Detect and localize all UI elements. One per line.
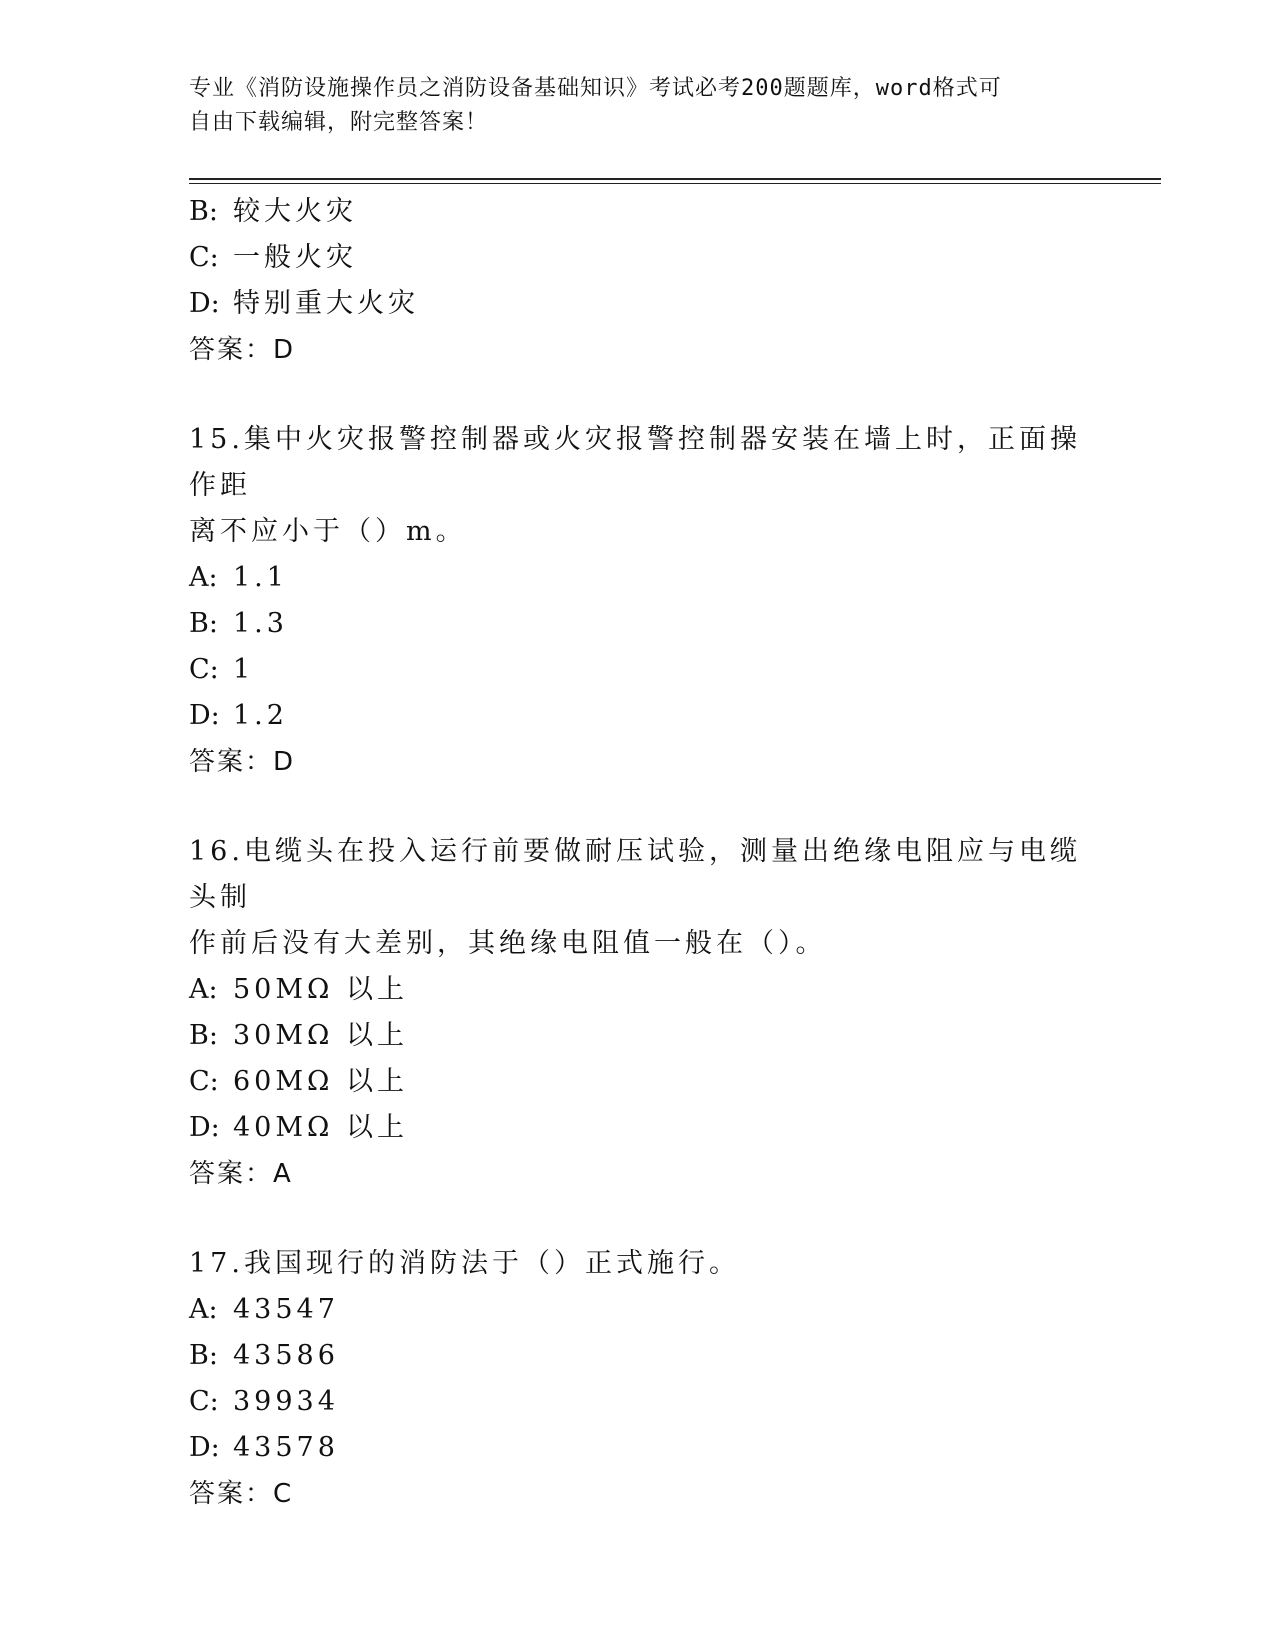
option-b xyxy=(189,601,1089,647)
option-label: D: xyxy=(189,288,220,319)
option-d xyxy=(189,1105,1089,1151)
option-text: 1 xyxy=(233,654,255,685)
option-text: 43586 xyxy=(233,1340,339,1371)
option-b xyxy=(189,1013,1089,1059)
option-d xyxy=(189,281,1089,327)
option-label: B: xyxy=(189,1020,218,1051)
question-block-15 xyxy=(189,417,1089,785)
document-header xyxy=(189,72,1089,140)
answer-line: 答案：D xyxy=(189,335,296,365)
question-text-line-1: 17.我国现行的消防法于（）正式施行。 xyxy=(189,1248,740,1279)
option-d xyxy=(189,693,1089,739)
header-line-2: 自由下载编辑，附完整答案！ xyxy=(189,110,489,135)
spacer xyxy=(189,785,1089,829)
option-text: 60MΩ 以上 xyxy=(233,1066,408,1097)
header-divider xyxy=(189,178,1161,180)
option-a xyxy=(189,555,1089,601)
option-label: D: xyxy=(189,1112,220,1143)
option-text: 50MΩ 以上 xyxy=(233,974,408,1005)
option-c xyxy=(189,1059,1089,1105)
question-text-line-1: 16.电缆头在投入运行前要做耐压试验，测量出绝缘电阻应与电缆头制 xyxy=(189,836,1081,913)
answer-line: 答案：D xyxy=(189,747,296,777)
option-label: B: xyxy=(189,196,218,227)
option-b xyxy=(189,1333,1089,1379)
option-text: 较大火灾 xyxy=(233,196,357,227)
option-label: A: xyxy=(189,1294,218,1325)
option-text: 39934 xyxy=(233,1386,339,1417)
option-text: 30MΩ 以上 xyxy=(233,1020,408,1051)
question-text-line-2: 离不应小于（）m。 xyxy=(189,516,467,547)
option-label: C: xyxy=(189,1066,219,1097)
option-text: 1.3 xyxy=(233,608,288,639)
spacer xyxy=(189,373,1089,417)
option-text: 一般火灾 xyxy=(233,242,357,273)
option-text: 43547 xyxy=(233,1294,339,1325)
answer-line: 答案：A xyxy=(189,1159,293,1189)
header-line-1: 专业《消防设施操作员之消防设备基础知识》考试必考200题题库，word格式可 xyxy=(189,76,1002,101)
option-label: D: xyxy=(189,1432,220,1463)
question-block-17 xyxy=(189,1241,1089,1517)
option-b xyxy=(189,189,1089,235)
question-block-16 xyxy=(189,829,1089,1197)
question-text-line-2: 作前后没有大差别，其绝缘电阻值一般在（）。 xyxy=(189,928,827,959)
option-label: C: xyxy=(189,1386,219,1417)
option-c xyxy=(189,1379,1089,1425)
option-text: 1.1 xyxy=(233,562,288,593)
option-d xyxy=(189,1425,1089,1471)
option-label: C: xyxy=(189,242,219,273)
option-label: D: xyxy=(189,700,220,731)
question-list xyxy=(189,189,1089,1517)
option-label: C: xyxy=(189,654,219,685)
question-block-14 xyxy=(189,189,1089,373)
option-label: A: xyxy=(189,562,218,593)
option-text: 1.2 xyxy=(233,700,288,731)
option-label: B: xyxy=(189,608,218,639)
option-text: 特别重大火灾 xyxy=(233,288,419,319)
option-text: 40MΩ 以上 xyxy=(233,1112,408,1143)
option-c xyxy=(189,647,1089,693)
question-text-line-1: 15.集中火灾报警控制器或火灾报警控制器安装在墙上时，正面操作距 xyxy=(189,424,1081,501)
spacer xyxy=(189,1197,1089,1241)
answer-line: 答案：C xyxy=(189,1479,294,1509)
option-c xyxy=(189,235,1089,281)
option-label: A: xyxy=(189,974,218,1005)
header-divider-thin xyxy=(189,183,1161,184)
option-text: 43578 xyxy=(233,1432,339,1463)
option-label: B: xyxy=(189,1340,218,1371)
option-a xyxy=(189,967,1089,1013)
option-a xyxy=(189,1287,1089,1333)
